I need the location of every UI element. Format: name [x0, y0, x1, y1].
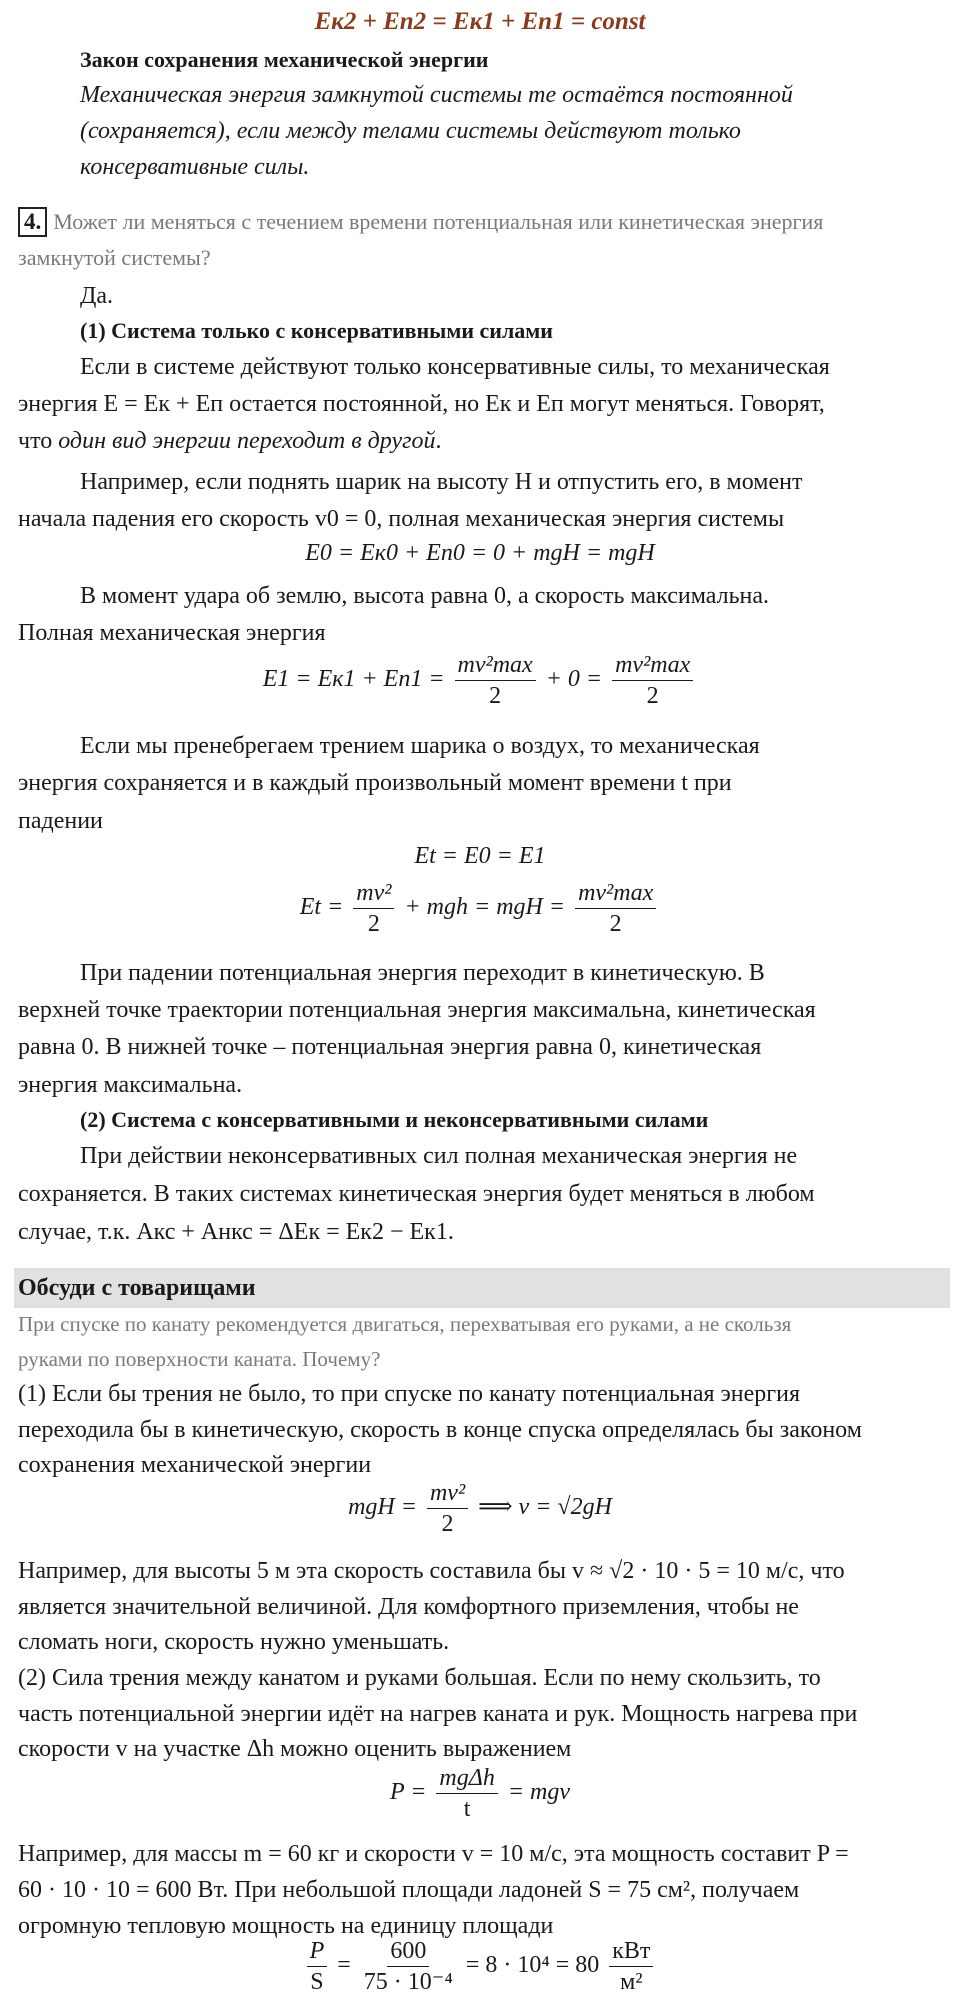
fraction — [427, 1478, 468, 1539]
fraction-denominator: 2 — [367, 911, 380, 937]
answer-yes: Да. — [80, 283, 114, 309]
paragraph-line: энергия сохраняется и в каждый произвольный момент времени t при — [18, 770, 732, 796]
paragraph-line: сохраняется. В таких системах кинетическая энергия будет меняться в любом — [18, 1181, 815, 1207]
paragraph-line: При действии неконсервативных сил полная механическая энергия не — [80, 1143, 798, 1169]
fraction-denominator: 75 · 10⁻⁴ — [363, 1969, 453, 1995]
eq-part: mgH = — [348, 1494, 417, 1521]
law-text-line: Механическая энергия замкнутой системы те остаётся постоянной — [80, 82, 793, 108]
fraction-numerator: 600 — [387, 1936, 429, 1967]
fraction — [307, 1936, 328, 1997]
fraction-denominator: 2 — [609, 911, 622, 937]
paragraph-line: Например, для массы m = 60 кг и скорости v = 10 м/с, эта мощность составит P = — [18, 1841, 849, 1867]
fraction — [609, 1936, 653, 1997]
paragraph-line: огромную тепловую мощность на единицу площади — [18, 1913, 554, 1939]
paragraph-line: сохранения механической энергии — [18, 1452, 372, 1478]
paragraph-line: равна 0. В нижней точке – потенциальная энергия равна 0, кинетическая — [18, 1034, 762, 1060]
paragraph-line: энергия максимальна. — [18, 1072, 243, 1098]
fraction-denominator: 2 — [441, 1511, 454, 1537]
paragraph-line: случае, т.к. Aкс + Aнкс = ΔEк = Eк2 − Eк1. — [18, 1219, 454, 1245]
paragraph-line: (2) Сила трения между канатом и руками большая. Если по нему скользить, то — [18, 1665, 821, 1691]
paragraph-line — [18, 423, 442, 459]
fraction — [361, 1936, 456, 1997]
discuss-question-line: руками по поверхности каната. Почему? — [18, 1347, 381, 1371]
energy-conservation-formula: Eк2 + Eп2 = Eк1 + Eп1 = const — [314, 8, 646, 35]
question-4 — [18, 204, 823, 240]
paragraph-line: 60 · 10 · 10 = 600 Вт. При небольшой площади ладоней S = 75 см², получаем — [18, 1877, 800, 1903]
fraction — [455, 650, 536, 711]
discuss-title: Обсуди с товарищами — [18, 1275, 256, 1301]
fraction-numerator: mv² — [427, 1478, 468, 1509]
equation-power — [0, 1763, 960, 1824]
law-title: Закон сохранения механической энергии — [80, 47, 489, 72]
fraction-numerator: mv² — [353, 878, 394, 909]
paragraph-line: При падении потенциальная энергия переходит в кинетическую. В — [80, 960, 765, 986]
equation-e1 — [0, 650, 960, 711]
eq-part: + mgh = mgH = — [404, 894, 566, 921]
fraction — [575, 878, 656, 939]
question-number-badge: 4. — [18, 207, 47, 237]
paragraph-line: энергия E = Eк + Eп остается постоянной, но Eк и Eп могут меняться. Говорят, — [18, 391, 825, 417]
paragraph-line: Полная механическая энергия — [18, 620, 326, 646]
eq-part: E1 = Eк1 + Eп1 = — [262, 666, 445, 693]
discuss-question-line: При спуске по канату рекомендуется двигаться, перехватывая его руками, а не скользя — [18, 1312, 792, 1336]
question-text: Может ли меняться с течением времени потенциальная или кинетическая энергия — [53, 209, 824, 234]
paragraph-line: часть потенциальной энергии идёт на нагрев каната и рук. Мощность нагрева при — [18, 1701, 858, 1727]
paragraph-line: начала падения его скорость v0 = 0, полная механическая энергия системы — [18, 506, 785, 532]
equation-et-expanded — [0, 878, 960, 939]
fraction — [353, 878, 394, 939]
fraction-numerator: P — [307, 1936, 328, 1967]
emphasized-phrase: один вид энергии переходит в другой — [58, 428, 436, 454]
paragraph-line: Например, для высоты 5 м эта скорость составила бы v ≈ √2 · 10 · 5 = 10 м/с, что — [18, 1558, 845, 1584]
law-text-line: (сохраняется), если между телами системы действуют только — [80, 118, 741, 144]
fraction-numerator: кВт — [609, 1936, 653, 1967]
equation-et: Et = E0 = E1 — [414, 843, 546, 869]
section-2-title: (2) Система с консервативными и неконсервативными силами — [80, 1107, 709, 1132]
paragraph-line: падении — [18, 808, 103, 834]
equation-e0: E0 = Eк0 + Eп0 = 0 + mgH = mgH — [305, 540, 655, 566]
question-text-line: замкнутой системы? — [18, 245, 211, 270]
paragraph-line: сломать ноги, скорость нужно уменьшать. — [18, 1629, 450, 1655]
fraction-denominator: 2 — [489, 683, 502, 709]
equation-power-density — [0, 1936, 960, 1997]
equation-free-fall-speed — [0, 1478, 960, 1539]
fraction — [612, 650, 693, 711]
eq-part: ⟹ v = √2gH — [478, 1494, 612, 1521]
eq-part: + 0 = — [545, 666, 603, 693]
paragraph-line: скорости v на участке Δh можно оценить выражением — [18, 1736, 572, 1762]
paragraph-line: В момент удара об землю, высота равна 0, а скорость максимальна. — [80, 583, 770, 609]
text-fragment: что — [18, 428, 59, 454]
fraction-numerator: mv²max — [612, 650, 693, 681]
paragraph-line: (1) Если бы трения не было, то при спуске по канату потенциальная энергия — [18, 1381, 801, 1407]
section-1-title: (1) Система только с консервативными силами — [80, 318, 553, 343]
discuss-header-band — [14, 1268, 950, 1308]
fraction-numerator: mgΔh — [436, 1763, 497, 1794]
fraction-numerator: mv²max — [575, 878, 656, 909]
paragraph-line: верхней точке траектории потенциальная энергия максимальна, кинетическая — [18, 997, 816, 1023]
eq-part: = 8 · 10⁴ = 80 — [465, 1952, 600, 1979]
paragraph-line: переходила бы в кинетическую, скорость в конце спуска определялась бы законом — [18, 1417, 862, 1443]
paragraph-line: Например, если поднять шарик на высоту H и отпустить его, в момент — [80, 469, 803, 495]
eq-part: = mgv — [507, 1779, 571, 1806]
paragraph-line: Если мы пренебрегаем трением шарика о воздух, то механическая — [80, 733, 760, 759]
paragraph-line: Если в системе действуют только консервативные силы, то механическая — [80, 354, 830, 380]
fraction-denominator: м² — [620, 1969, 643, 1995]
law-text-line: консервативные силы. — [80, 154, 310, 180]
fraction-numerator: mv²max — [455, 650, 536, 681]
fraction-denominator: S — [310, 1969, 324, 1995]
text-fragment: . — [435, 428, 442, 454]
eq-part: = — [337, 1952, 351, 1979]
eq-part: Et = — [299, 894, 344, 921]
fraction-denominator: 2 — [646, 683, 659, 709]
fraction-denominator: t — [463, 1796, 471, 1822]
paragraph-line: является значительной величиной. Для комфортного приземления, чтобы не — [18, 1594, 799, 1620]
eq-part: P = — [389, 1779, 427, 1806]
fraction — [436, 1763, 497, 1824]
